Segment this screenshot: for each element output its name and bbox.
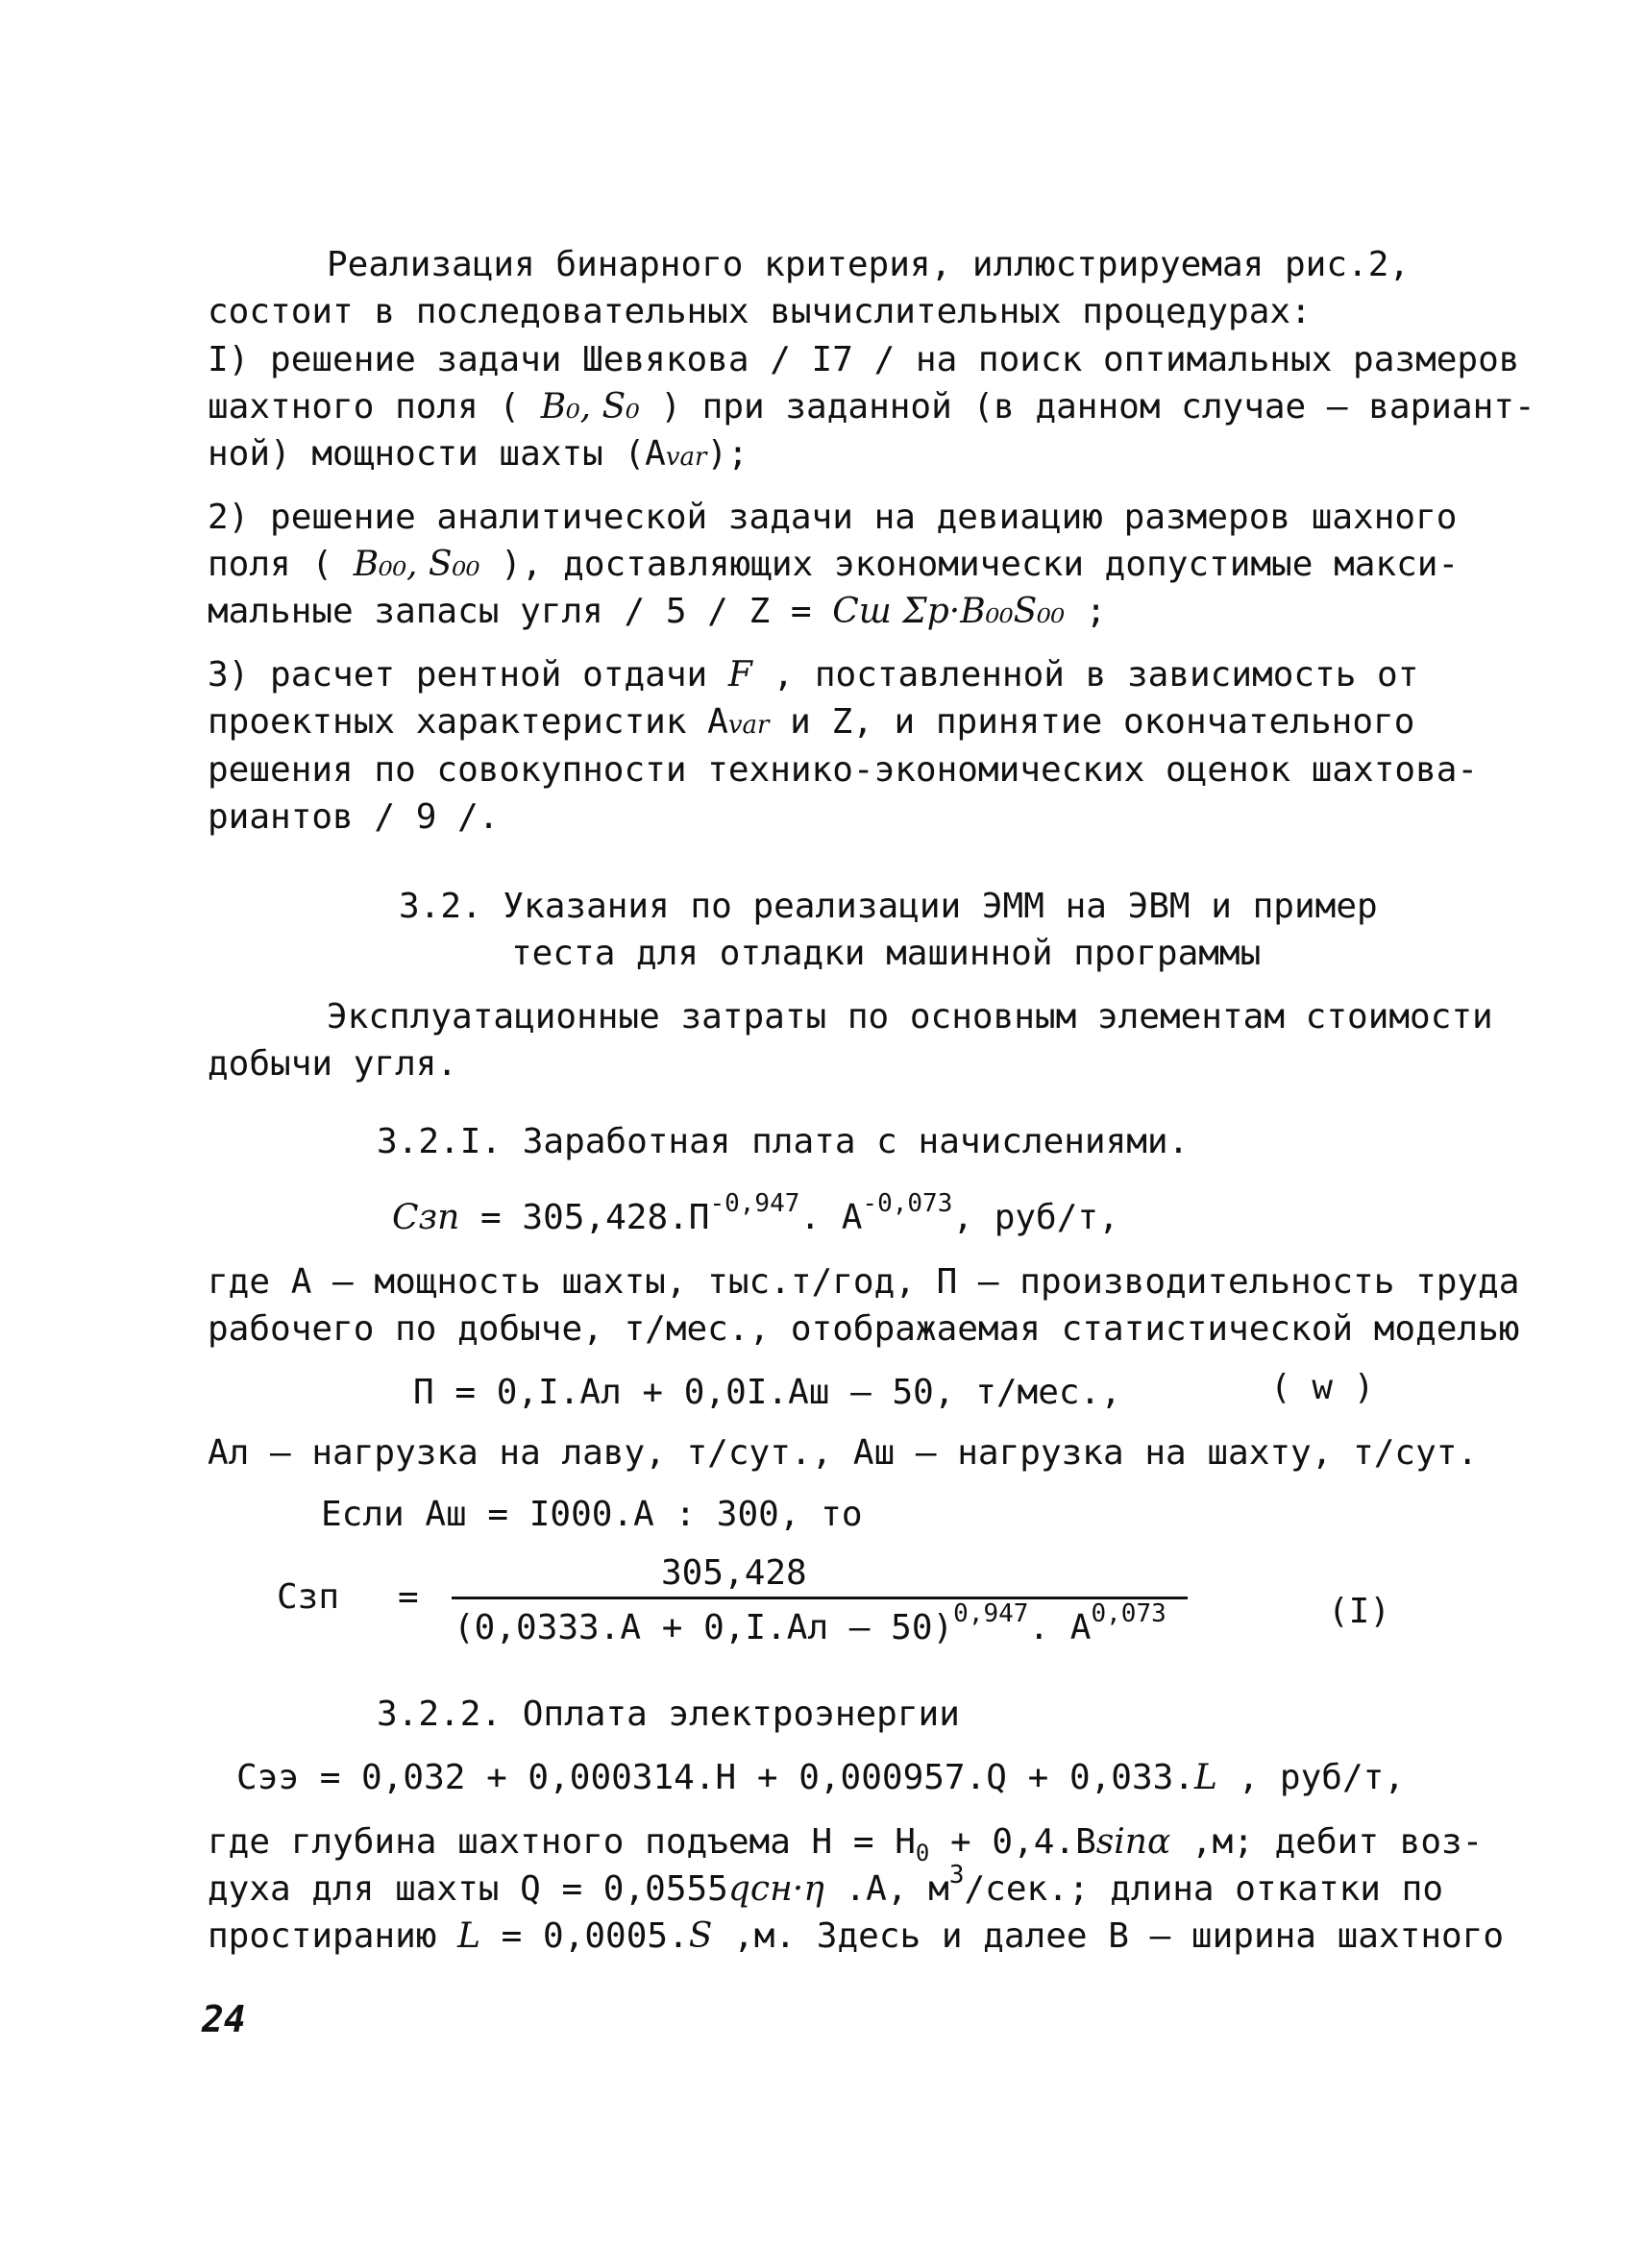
- var-subscript-2: var: [727, 711, 770, 740]
- electricity-formula: Сээ = 0,032 + 0,000314.Н + 0,000957.Q + 0,033.L , руб/т,: [236, 1758, 1405, 1797]
- fraction-equals: =: [398, 1577, 419, 1617]
- salary-formula: Сзп = $305,428.П^{-0,947}$. $А^{-0,073}$, руб/т,: [392, 1189, 1119, 1237]
- shaft-field-size-symbols: B₀, S₀: [540, 387, 640, 427]
- electricity-text-line1: где глубина шахтного подъема $Н = Н_0 + 0,4.В\sin\alpha$ ,м; дебит воз-: [208, 1822, 1484, 1866]
- fraction-bar: [452, 1597, 1188, 1599]
- fraction-denominator: $(0,0333.А + 0,I.Ал - 50)^{0,947}$. А$^{0,073}$: [454, 1599, 1166, 1647]
- salary-text-line2: рабочего по добыче, т/мес., отображаемая статистической моделью: [208, 1309, 1520, 1349]
- fraction-lhs: Сзп: [277, 1577, 340, 1617]
- para3-line4: риантов / 9 /.: [208, 797, 500, 837]
- para2-line3: мальные запасы угля / 5 / Z = Cш Σp·B₀₀S₀₀ ;: [208, 592, 1107, 631]
- section-intro-line1: Эксплуатационные затраты по основным элементам стоимости: [327, 997, 1493, 1036]
- salary-text-line1: где А – мощность шахты, тыс.т/год, П – производительность труда: [208, 1262, 1520, 1302]
- section-intro-line2: добычи угля.: [208, 1044, 458, 1084]
- formula-tag-w: ( w ): [1270, 1368, 1375, 1407]
- deviation-size-symbols: B₀₀, S₀₀: [353, 545, 480, 584]
- para2-line2: поля ( B₀₀, S₀₀ ), доставляющих экономически допустимые макси-: [208, 545, 1460, 584]
- para1-line3: I) решение задачи Шевякова / I7 / на поиск оптимальных размеров: [208, 340, 1520, 379]
- load-definition-line: Ал – нагрузка на лаву, т/сут., Аш – нагрузка на шахту, т/сут.: [208, 1433, 1479, 1473]
- productivity-formula: П = 0,I.Ал + 0,0I.Аш – 50, т/мес.,: [413, 1373, 1121, 1412]
- subsection-321-heading: 3.2.I. Заработная плата с начислениями.: [377, 1122, 1190, 1161]
- rent-symbol: F: [727, 655, 752, 695]
- section-title-line1: 3.2. Указания по реализации ЭММ на ЭВМ и пример: [399, 887, 1378, 926]
- shaft-load-condition: Если Аш = I000.А : 300, то: [321, 1495, 863, 1534]
- para1-line1: Реализация бинарного критерия, иллюстрируемая рис.2,: [327, 245, 1411, 284]
- electricity-text-line3: простиранию L = 0,0005.S ,м. Здесь и далее В – ширина шахтного: [208, 1916, 1505, 1956]
- reserves-formula: Cш Σp·B₀₀S₀₀: [832, 592, 1066, 631]
- para2-line1: 2) решение аналитической задачи на девиацию размеров шахного: [208, 498, 1458, 537]
- para3-line1: 3) расчет рентной отдачи F , поставленной в зависимость от: [208, 655, 1419, 695]
- page-number: 24: [202, 1998, 246, 2040]
- para1-line4: шахтного поля ( B₀, S₀ ) при заданной (в данном случае – вариант-: [208, 387, 1535, 427]
- formula-tag-1: (I): [1328, 1592, 1391, 1631]
- var-subscript: var: [665, 443, 707, 472]
- subsection-322-heading: 3.2.2. Оплата электроэнергии: [377, 1695, 960, 1734]
- para3-line2: проектных характеристик Avar и Z, и принятие окончательного: [208, 702, 1415, 742]
- para1-line5: ной) мощности шахты (Avar);: [208, 434, 749, 474]
- electricity-text-line2: духа для шахты Q = 0,0555qсн·η .А, $м^3$/сек.; длина откатки по: [208, 1861, 1443, 1909]
- para1-line2: состоит в последовательных вычислительных процедурах:: [208, 292, 1312, 331]
- fraction-numerator: 305,428: [661, 1553, 807, 1593]
- section-title-line2: теста для отладки машинной программы: [511, 934, 1262, 973]
- para3-line3: решения по совокупности технико-экономических оценок шахтова-: [208, 750, 1479, 790]
